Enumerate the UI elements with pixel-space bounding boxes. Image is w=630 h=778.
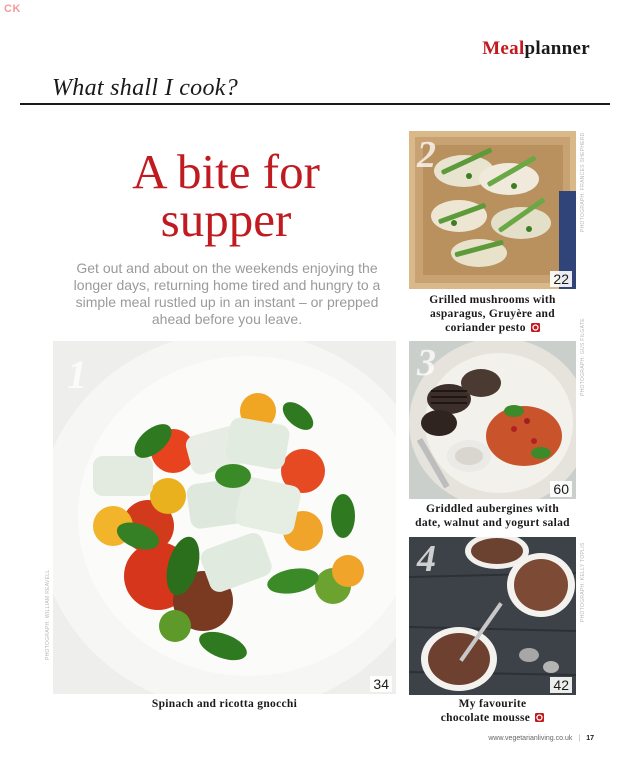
recipe-2-photo[interactable]: [409, 131, 576, 289]
recipe-4-title[interactable]: [409, 697, 576, 725]
vegan-badge-icon: [535, 713, 544, 722]
recipe-1-page-ref: 34: [370, 676, 392, 692]
recipe-4-title-line2: chocolate mousse: [440, 712, 531, 724]
recipe-2-title-line1: Grilled mushrooms with: [429, 294, 556, 306]
vegan-badge-icon: [531, 323, 540, 332]
recipe-1-title[interactable]: Spinach and ricotta gnocchi: [151, 698, 298, 710]
recipe-3-title-line1: Griddled aubergines with: [425, 503, 560, 515]
recipe-2-title[interactable]: [409, 293, 576, 335]
recipe-3-credit: PHOTOGRAPH: GUS FILGATE: [580, 318, 586, 396]
recipe-3-photo[interactable]: [409, 341, 576, 499]
footer-url[interactable]: www.vegetarianliving.co.uk: [488, 735, 573, 742]
recipe-4-credit: PHOTOGRAPH: KELLY TOPLIS: [580, 542, 586, 622]
recipe-3-number: 3: [417, 342, 436, 384]
recipe-4-title-line1: My favourite: [458, 698, 527, 710]
recipe-4-page-ref: 42: [550, 677, 572, 693]
recipe-1-photo[interactable]: [53, 341, 396, 694]
recipe-4-number: 4: [417, 538, 436, 580]
footer-separator: |: [578, 735, 581, 742]
section-title: [482, 38, 590, 60]
page-number: 17: [586, 735, 594, 742]
recipe-2-credit: PHOTOGRAPH: FRANCES SHEPHERD: [580, 132, 586, 232]
page-footer: [488, 735, 594, 742]
recipe-2-page-ref: 22: [550, 271, 572, 287]
gnocchi-photo-icon: [53, 341, 396, 694]
feature-headline: A bite for supper: [132, 144, 320, 247]
recipe-1-number: 1: [67, 352, 87, 397]
recipe-2-title-line3-wrap: [409, 321, 576, 335]
recipe-3-title[interactable]: [409, 502, 576, 530]
recipe-4-photo[interactable]: [409, 537, 576, 695]
feature-intro: Get out and about on the weekends enjoying the longer days, returning home tired and hungry to a simple meal rustled up in an instant – or prepped ahead before you leave.: [73, 260, 381, 327]
recipe-2-title-line2: asparagus, Gruyère and: [430, 308, 555, 320]
recipe-2-number: 2: [417, 134, 436, 176]
section-title-accent: Meal: [482, 38, 525, 59]
recipe-2-title-line3: coriander pesto: [445, 322, 526, 334]
recipe-1-credit: PHOTOGRAPH: WILLIAM REAVELL: [45, 569, 51, 660]
page-heading: What shall I cook?: [52, 75, 239, 101]
recipe-3-page-ref: 60: [550, 481, 572, 497]
recipe-3-title-line2: date, walnut and yogurt salad: [415, 517, 570, 529]
header-rule: [20, 103, 610, 105]
section-title-rest: planner: [524, 38, 590, 59]
recipe-4-title-line2-wrap: [409, 711, 576, 725]
publisher-logo: CK: [4, 3, 21, 15]
